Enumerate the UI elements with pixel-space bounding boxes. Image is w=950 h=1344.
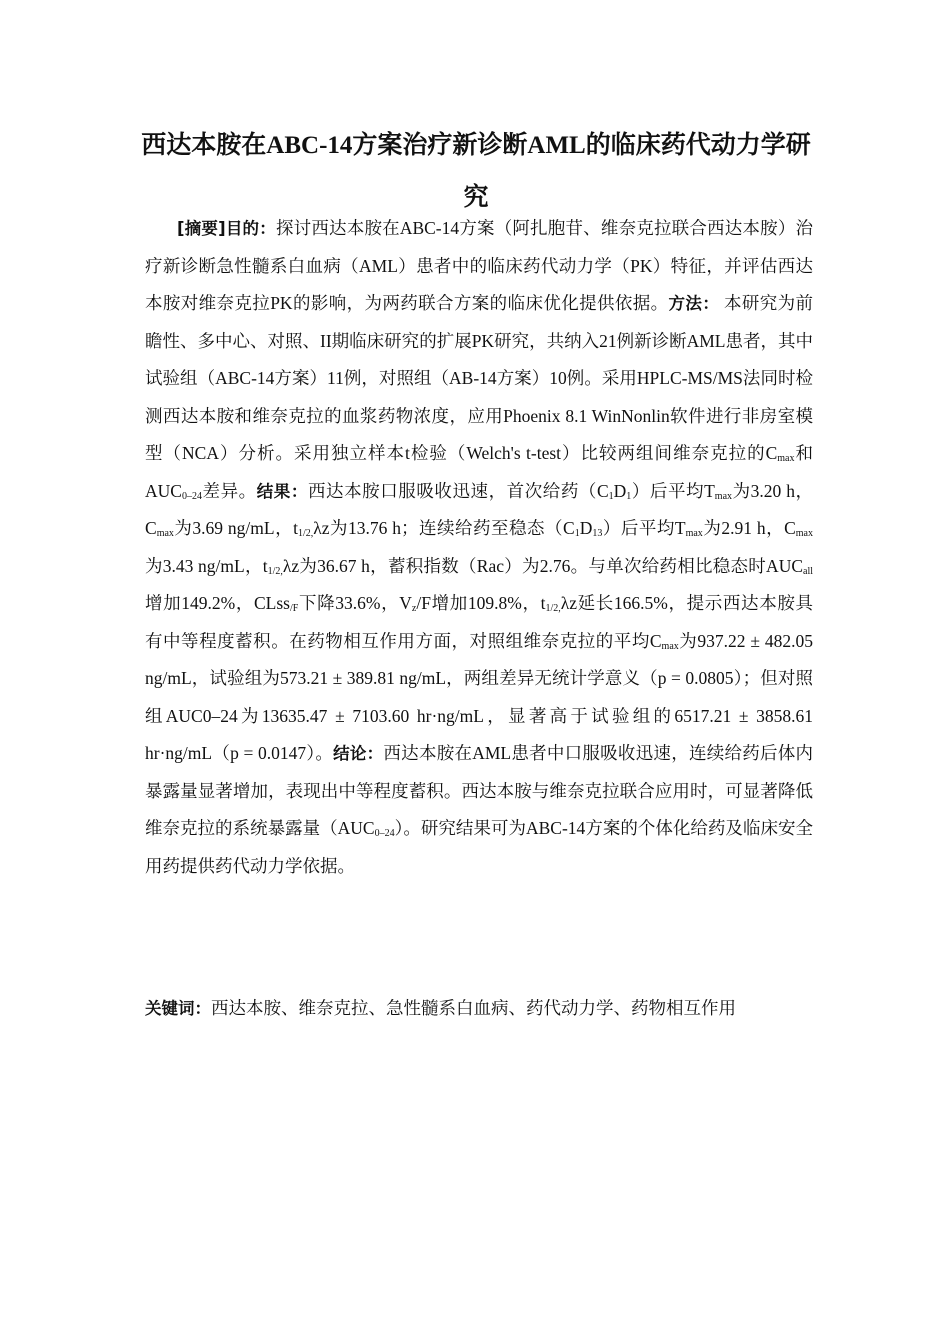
abstract-paragraph: [摘要]目的：探讨西达本胺在ABC-14方案（阿扎胞苷、维奈克拉联合西达本胺）治疗新诊断急性髓系白血病（AML）患者中的临床药代动力学（PK）特征，并评估西达本胺对维奈克拉PK的影响，为两药联合方案的临床优化提供依据。方法： 本研究为前瞻性、多中心、对照、II期临床研究的扩展PK研究，共纳入21例新诊断AML患者，其中试验组（ABC-14方案）11例，对照组（AB-14方案）10例。采用HPLC-MS/MS法同时检测西达本胺和维奈克拉的血浆药物浓度，应用Phoenix 8.1 WinNonlin软件进行非房室模型（NCA）分析。采用独立样本t检验（Welch's t-test）比较两组间维奈克拉的$C_{max}$和$AUC_{0-24}$差异。结果：西达本胺口服吸收迅速，首次给药$(C_1D_1)$后平均$T_{max}$为3.20 h，$C_{max}$为3.69 ng/mL，$t_{1/2,}\lambda z$为13.76 h；连续给药至稳态$(C_1D_{13})$后平均$T_{max}$为2.91 h，$C_{max}$为3.43 ng/mL，$t_{1/2,}\lambda z$为36.67 h，蓄积指数（Rac）为2.76。与单次给药相比稳态时$AUC_{all}$增加149.2%，CLss$_{/F}$下降33.6%，$V_z/F$增加109.8%，$t_{1/2,}\lambda z$延长166.5%，提示西达本胺具有中等程度蓄积。在药物相互作用方面，对照组维奈克拉的平均$C_{max}$为937.22 ± 482.05 ng/mL，试验组为573.21 ± 389.81 ng/mL，两组差异无统计学意义（p = 0.0805）；但对照组AUC0–24为13635.47 ± 7103.60 hr·ng/mL，显著高于试验组的6517.21 ± 3858.61 hr·ng/mL（p = 0.0147）。结论：西达本胺在AML患者中口服吸收迅速，连续给药后体内暴露量显著增加，表现出中等程度蓄积。西达本胺与维奈克拉联合应用时，可显著降低维奈克拉的系统暴露量$(AUC_{0-24})$。研究结果可为ABC-14方案的个体化给药及临床安全用药提供药代动力学依据。	[145, 218, 814, 876]
keywords-label: 关键词：	[145, 999, 211, 1018]
results-label: 结果	[256, 481, 291, 501]
methods-label: 方法：	[668, 294, 720, 313]
results-text: 西达本胺口服吸收迅速，首次给药（C	[307, 480, 609, 501]
paper-title: 西达本胺在ABC-14方案治疗新诊断AML的临床药代动力学研究	[141, 132, 811, 211]
objective-label: 目的	[225, 219, 260, 238]
keywords-text: 西达本胺、维奈克拉、急性髓系白血病、药代动力学、药物相互作用	[211, 998, 736, 1018]
methods-text: 本研究为前瞻性、多中心、对照、II期临床研究的扩展PK研究，共纳入21例新诊断AML患者，其中试验组（ABC-14方案）11例，对照组（AB-14方案）10例。采用HPLC-MS/MS法同时检测西达本胺和维奈克拉的血浆药物浓度，应用Phoenix 8.1 WinNonlin软件进行非房室模型（NCA）分析。采用独立样本t检验（Welch's t-test）比较两组间维奈克拉的C	[145, 293, 814, 463]
conclusion-label: 结论	[333, 744, 367, 763]
keywords-paragraph	[145, 990, 813, 1028]
abstract-label: [摘要]	[177, 219, 226, 238]
objective-text: 探讨西达本胺在ABC-14方案（阿扎胞苷、维奈克拉联合西达本胺）治疗新诊断急性髓系白血病（AML）患者中的临床药代动力学（PK）特征，并评估西达本胺对维奈克拉PK的影响，为两药联合方案的临床优化提供依据。	[145, 218, 814, 313]
conclusion-text: 西达本胺在AML患者中口服吸收迅速，连续给药后体内暴露量显著增加，表现出中等程度蓄积。西达本胺与维奈克拉联合应用时，可显著降低维奈克拉的系统暴露量（AUC	[145, 743, 814, 838]
